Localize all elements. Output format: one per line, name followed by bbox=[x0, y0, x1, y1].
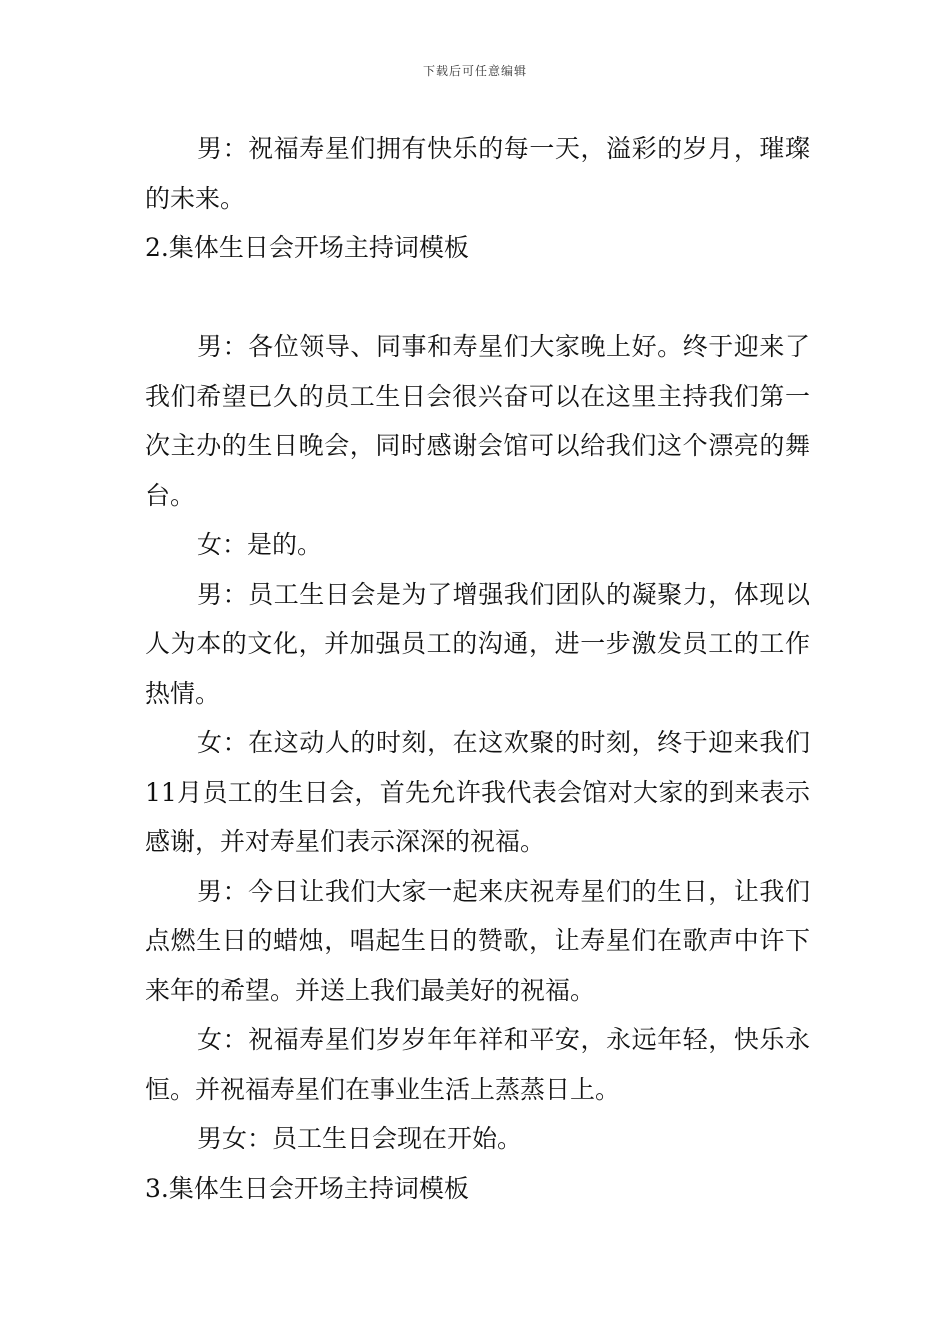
paragraph-6: 男：今日让我们大家一起来庆祝寿星们的生日，让我们点燃生日的蜡烛，唱起生日的赞歌，让寿星们在歌声中许下来年的希望。并送上我们最美好的祝福。 bbox=[145, 876, 810, 1005]
document-body bbox=[145, 124, 810, 1213]
section-heading-2: 2.集体生日会开场主持词模板 bbox=[145, 233, 469, 262]
paragraph-5: 女：在这动人的时刻，在这欢聚的时刻，终于迎来我们11月员工的生日会，首先允许我代表会馆对大家的到来表示感谢，并对寿星们表示深深的祝福。 bbox=[145, 728, 810, 856]
section-heading-3: 3.集体生日会开场主持词模板 bbox=[145, 1173, 469, 1203]
paragraph-7: 女：祝福寿星们岁岁年年祥和平安，永远年轻，快乐永恒。并祝福寿星们在事业生活上蒸蒸日上。 bbox=[145, 1025, 810, 1104]
paragraph-4: 男：员工生日会是为了增强我们团队的凝聚力，体现以人为本的文化，并加强员工的沟通，进一步激发员工的工作热情。 bbox=[145, 579, 810, 708]
paragraph-1: 男：祝福寿星们拥有快乐的每一天，溢彩的岁月，璀璨的未来。 bbox=[145, 134, 810, 213]
page-header: 下载后可任意编辑 bbox=[422, 64, 527, 78]
paragraph-8: 男女：员工生日会现在开始。 bbox=[197, 1124, 523, 1153]
blank-line bbox=[145, 273, 810, 323]
paragraph-2: 男：各位领导、同事和寿星们大家晚上好。终于迎来了我们希望已久的员工生日会很兴奋可以在这里主持我们第一次主办的生日晚会，同时感谢会馆可以给我们这个漂亮的舞台。 bbox=[145, 332, 810, 510]
paragraph-3: 女：是的。 bbox=[197, 530, 323, 559]
